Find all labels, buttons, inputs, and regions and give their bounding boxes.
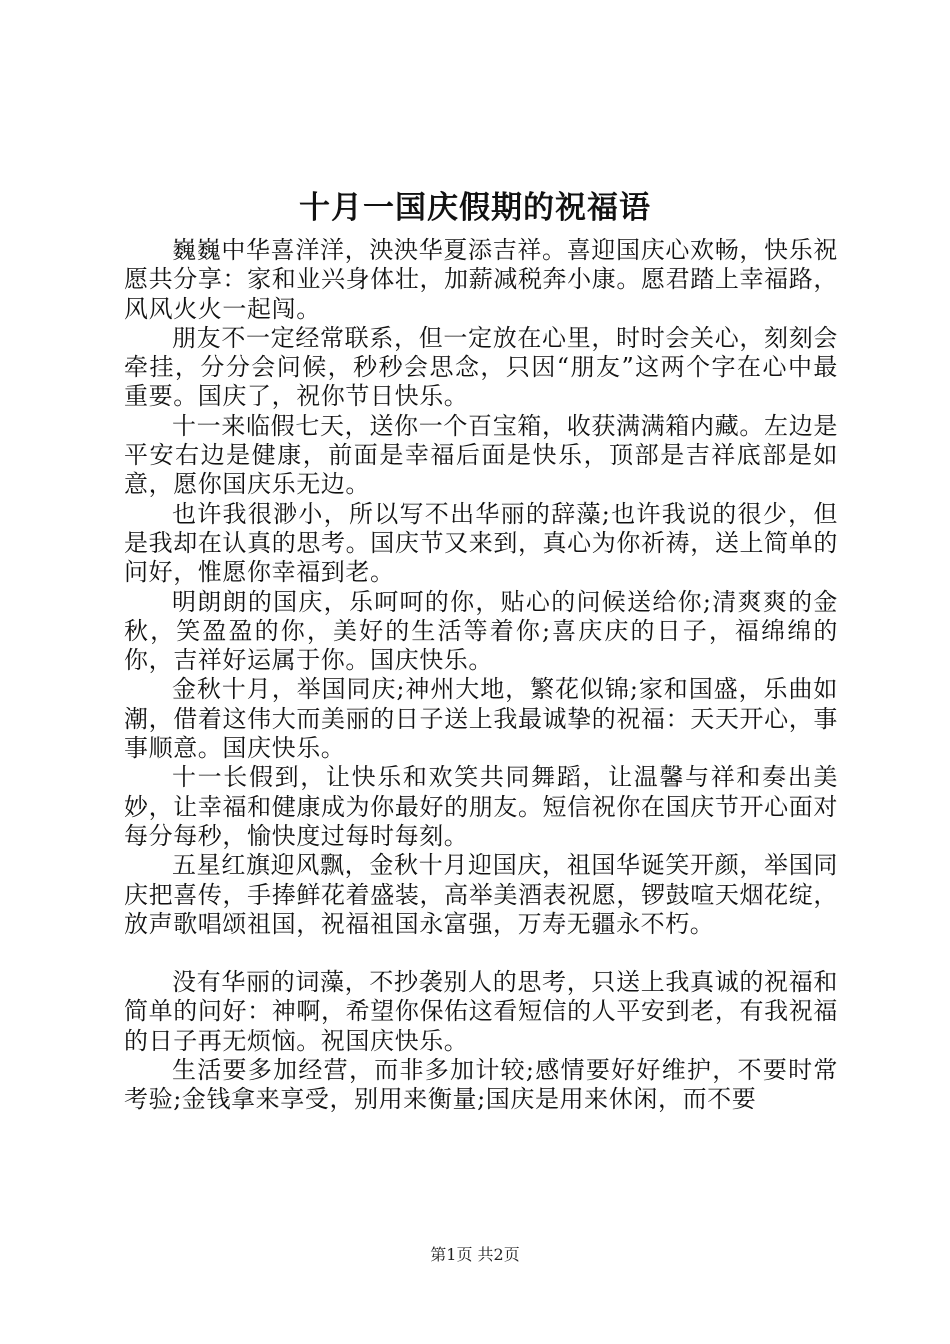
paragraph-2: 朋友不一定经常联系，但一定放在心里，时时会关心，刻刻会牵挂，分分会问候，秒秒会思念，只因“朋友”这两个字在心中最重要。国庆了，祝你节日快乐。 (124, 323, 838, 411)
document-body (124, 236, 838, 1115)
paragraph-10: 生活要多加经营，而非多加计较;感情要好好维护，不要时常考验;金钱拿来享受，别用来衡量;国庆是用来休闲，而不要 (124, 1056, 838, 1114)
paragraph-9: 没有华丽的词藻，不抄袭别人的思考，只送上我真诚的祝福和简单的问好：神啊，希望你保佑这看短信的人平安到老，有我祝福的日子再无烦恼。祝国庆快乐。 (124, 968, 838, 1055)
paragraph-4: 也许我很渺小，所以写不出华丽的辞藻;也许我说的很少，但是我却在认真的思考。国庆节又来到，真心为你祈祷，送上简单的问好，惟愿你幸福到老。 (124, 499, 838, 587)
document-title: 十月一国庆假期的祝福语 (299, 190, 651, 226)
page-number-footer: 第1页 共2页 (430, 1245, 520, 1264)
paragraph-5: 明朗朗的国庆，乐呵呵的你，贴心的问候送给你;清爽爽的金秋，笑盈盈的你，美好的生活等着你;喜庆庆的日子，福绵绵的你，吉祥好运属于你。国庆快乐。 (124, 587, 838, 675)
paragraph-6: 金秋十月，举国同庆;神州大地，繁花似锦;家和国盛，乐曲如潮，借着这伟大而美丽的日子送上我最诚挚的祝福：天天开心，事事顺意。国庆快乐。 (124, 675, 838, 763)
paragraph-8: 五星红旗迎风飘，金秋十月迎国庆，祖国华诞笑开颜，举国同庆把喜传，手捧鲜花着盛装，高举美酒表祝愿，锣鼓喧天烟花绽，放声歌唱颂祖国，祝福祖国永富强，万寿无疆永不朽。 (124, 851, 838, 938)
paragraph-1: 巍巍中华喜洋洋，泱泱华夏添吉祥。喜迎国庆心欢畅，快乐祝愿共分享：家和业兴身体壮，加薪减税奔小康。愿君踏上幸福路，风风火火一起闯。 (124, 236, 838, 323)
paragraph-3: 十一来临假七天，送你一个百宝箱，收获满满箱内藏。左边是平安右边是健康，前面是幸福后面是快乐，顶部是吉祥底部是如意，愿你国庆乐无边。 (124, 411, 838, 499)
paragraph-7: 十一长假到，让快乐和欢笑共同舞蹈，让温馨与祥和奏出美妙，让幸福和健康成为你最好的朋友。短信祝你在国庆节开心面对每分每秒，愉快度过每时每刻。 (124, 763, 838, 850)
